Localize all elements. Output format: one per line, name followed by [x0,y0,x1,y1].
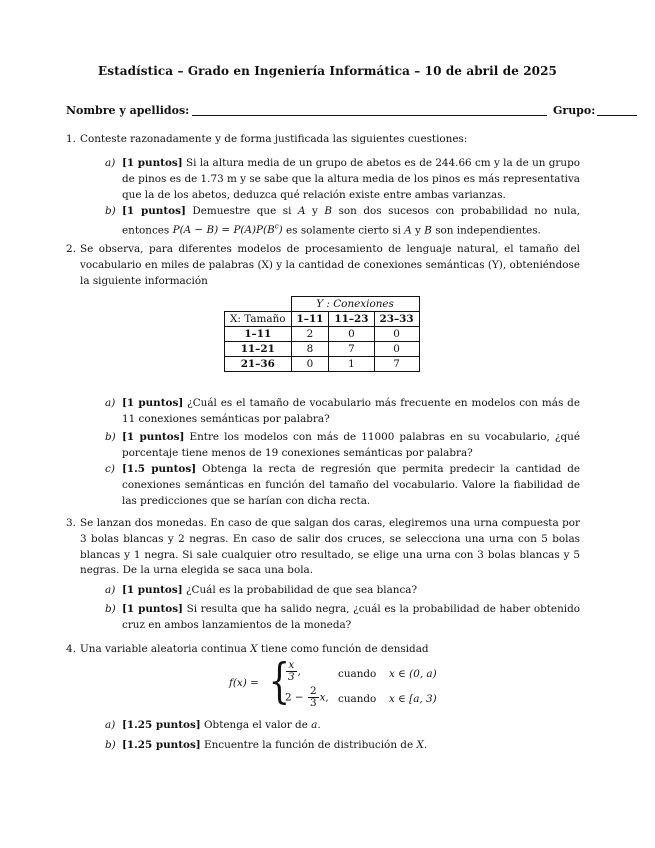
table-row [225,297,420,312]
density-case-1 [285,660,301,683]
name-field-line[interactable] [192,115,547,116]
points-label: [1.25 puntos] [122,739,201,751]
table-cell: 8 [291,342,329,357]
row-header: X: Tamaño [225,312,292,327]
table-cell: 7 [374,357,419,372]
question-intro: tiene como función de densidad [260,643,429,655]
denominator: 3 [288,671,295,683]
left-brace: { [268,653,290,709]
row-label: 21–36 [225,357,292,372]
density-lhs: f(x) = [229,677,259,689]
case-prefix: 2 − [285,691,304,704]
subquestion-text: Si la altura media de un grupo de abetos es de 244.66 cm y la de un grupo de pinos es de 1.73 m y se sabe que la altura media de los pinos es más representativa que la de los abetos, deduzca qué relación existe entre ambas varianzas. [122,157,581,201]
math-var: X [416,739,424,751]
subquestion-letter: a) [105,584,116,596]
points-label: [1.25 puntos] [122,719,201,731]
table-row [225,342,420,357]
table-cell: 7 [329,342,374,357]
density-function [229,653,469,712]
question-2b [105,430,580,462]
subquestion-letter: a) [105,397,116,409]
group-label: Grupo: [553,104,596,117]
group-field-line[interactable] [597,115,637,116]
subquestion-text: Obtenga la recta de regresión que permita predecir la cantidad de conexiones semánticas en función del tamaño del vocabulario. Valore la fiabilidad de las predicciones que se harían con dicha recta. [122,463,580,507]
question-intro: Conteste razonadamente y de forma justificada las siguientes cuestiones: [80,133,468,145]
frequency-table [224,296,420,372]
question-4 [66,642,580,658]
subquestion-text: . [317,719,321,731]
table-row [225,327,420,342]
subquestion-letter: b) [105,431,116,443]
name-row [66,104,596,120]
subquestion-text: son dos sucesos con probabilidad no nula, entonces [122,205,580,237]
question-2 [66,242,580,289]
math-var: X [250,643,258,655]
formula-superscript: c [274,222,279,231]
table-cell: Y : Conexiones [316,298,394,310]
row-label: 11–21 [225,342,292,357]
condition-word: cuando [338,693,377,705]
math-var: B [424,224,432,237]
fraction [286,660,297,683]
formula-end: ) [278,224,283,237]
domain-1: x ∈ (0, a) [389,668,437,680]
subquestion-text: Encuentre la función de distribución de [204,739,414,751]
question-4b [105,738,580,754]
table-cell: 0 [329,327,374,342]
condition-word: cuando [338,668,377,680]
table-cell: 0 [374,342,419,357]
question-number: 3. [66,517,76,529]
math-var: A [297,205,306,217]
subquestion-text: y [415,224,421,237]
col-header: 23–33 [374,312,419,327]
subquestion-letter: c) [105,463,115,475]
subquestion-text: . [423,739,428,751]
subquestion-letter: b) [105,205,116,217]
exam-title: Estadística – Grado en Ingeniería Informática – 10 de abril de 2025 [97,64,558,78]
question-number: 4. [66,643,76,655]
question-intro: Una variable aleatoria continua [80,643,247,655]
subquestion-letter: a) [105,157,116,169]
question-intro: Se observa, para diferentes modelos de procesamiento de lenguaje natural, el tamaño del vocabulario en miles de palabras (X) y la cantidad de conexiones semánticas (Y), obteniéndose la siguiente información [80,243,580,287]
table-cell: 0 [291,357,329,372]
denominator: 3 [309,697,317,709]
formula-body: P(A − B) = P(A)P(B [172,224,275,237]
fraction [308,686,319,709]
points-label: [1 puntos] [122,603,183,615]
name-label: Nombre y apellidos: [66,104,190,117]
question-1a [105,156,581,203]
formula [173,224,283,236]
subquestion-text: y [312,205,318,217]
subquestion-letter: b) [105,739,116,751]
subquestion-text: ¿Cuál es el tamaño de vocabulario más frecuente en modelos con más de 11 conexiones semánticas por palabra? [122,397,580,425]
question-intro: Se lanzan dos monedas. En caso de que salgan dos caras, elegiremos una urna compuesta por 3 bolas blancas y 2 negras. En caso de salir dos cruces, se selecciona una urna con 5 bolas blancas y 1 negra. Si sale cualquier otro resultado, se elige una urna con 3 bolas blancas y 5 negras. De la urna elegida se saca una bola. [80,517,580,577]
question-2c [105,462,580,509]
points-label: [1 puntos] [122,584,183,596]
subquestion-text: Obtenga el valor de [204,719,308,731]
domain-2: x ∈ [a, 3) [389,693,437,705]
table-cell: 1 [329,357,374,372]
col-header: 11–23 [329,312,374,327]
table-row [225,357,420,372]
question-4a [105,718,580,734]
points-label: [1 puntos] [122,157,183,169]
table-cell: 2 [291,327,329,342]
subquestion-letter: a) [105,719,116,731]
case-suffix: , [297,665,301,678]
subquestion-text: ¿Cuál es la probabilidad de que sea blanca? [185,584,418,596]
math-var: A [404,224,412,237]
subquestion-text: son independientes. [435,224,541,237]
subquestion-text: Si resulta que ha salido negra, ¿cuál es la probabilidad de haber obtenido cruz en ambos lanzamientos de la moneda? [122,603,580,631]
question-number: 1. [66,133,76,145]
question-3 [66,516,580,579]
subquestion-letter: b) [105,603,116,615]
case-suffix: x, [319,691,329,704]
table-row [225,312,420,327]
row-label: 1–11 [225,327,292,342]
points-label: [1 puntos] [122,431,185,443]
question-1 [66,132,580,148]
subquestion-text: Entre los modelos con más de 11000 palabras en su vocabulario, ¿qué porcentaje tiene menos de 19 conexiones semánticas por palabra? [122,431,580,459]
math-var: a [311,719,318,731]
question-3b [105,602,580,634]
math-var: B [324,205,333,217]
question-1b [105,204,580,239]
numerator: 2 [309,685,317,697]
subquestion-text: es solamente cierto si [286,224,401,237]
subquestion-text: Demuestre que si [192,205,292,217]
points-label: [1 puntos] [122,397,184,409]
question-3a [105,583,580,599]
points-label: [1 puntos] [122,205,186,217]
col-header: 1–11 [291,312,329,327]
col-group-header [291,297,419,312]
numerator: x [286,660,297,672]
question-number: 2. [66,243,76,255]
density-case-2 [285,686,329,709]
points-label: [1.5 puntos] [122,463,197,475]
table-corner [225,297,292,312]
question-2a [105,396,580,428]
table-cell: 0 [374,327,419,342]
